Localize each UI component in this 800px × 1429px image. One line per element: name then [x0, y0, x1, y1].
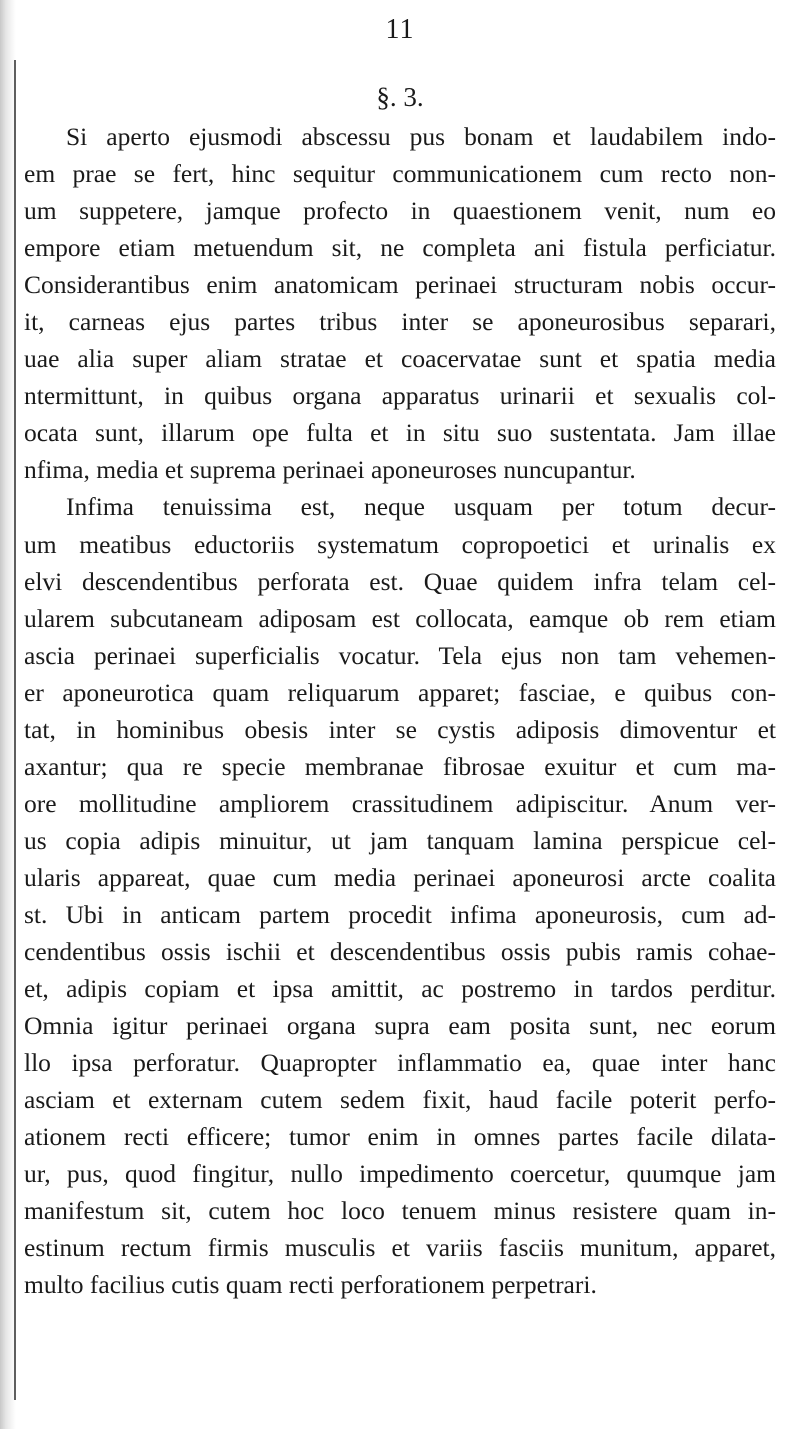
- text-line: ascia perinaei superficialis vocatur. Tela ejus non tam vehemen-: [24, 640, 776, 670]
- text-line: empore etiam metuendum sit, ne completa ani fistula perficiatur.: [24, 233, 776, 263]
- text-line: um meatibus eductoriis systematum copropoetici et urinalis ex: [24, 529, 776, 559]
- paragraph-2: [24, 488, 776, 1303]
- text-line: ocata sunt, illarum ope fulta et in situ suo sustentata. Jam illae: [24, 418, 776, 448]
- page-number: 11: [385, 14, 415, 45]
- text-line: ntermittunt, in quibus organa apparatus urinarii et sexualis col-: [24, 381, 776, 411]
- text-line: st. Ubi in anticam partem procedit infima aponeurosis, cum ad-: [24, 899, 776, 929]
- text-line: ularem subcutaneam adiposam est collocata, eamque ob rem etiam: [24, 603, 776, 633]
- text-line: em prae se fert, hinc sequitur communicationem cum recto non-: [24, 159, 776, 189]
- text-line: cendentibus ossis ischii et descendentibus ossis pubis ramis cohae-: [24, 937, 776, 967]
- text-line: ularis appareat, quae cum media perinaei aponeurosi arcte coalita: [24, 862, 776, 892]
- text-line: axantur; qua re specie membranae fibrosae exuitur et cum ma-: [24, 751, 776, 781]
- text-line: us copia adipis minuitur, ut jam tanquam lamina perspicue cel-: [24, 825, 776, 855]
- text-line: nfima, media et suprema perinaei aponeuroses nuncupantur.: [24, 455, 636, 485]
- text-line: ore mollitudine ampliorem crassitudinem adipiscitur. Anum ver-: [24, 788, 776, 818]
- text-line: um suppetere, jamque profecto in quaestionem venit, num eo: [24, 196, 776, 226]
- paragraph-1: [24, 118, 776, 488]
- text-line: multo facilius cutis quam recti perforationem perpetrari.: [24, 1270, 597, 1300]
- text-line: tat, in hominibus obesis inter se cystis adiposis dimoventur et: [24, 714, 776, 744]
- text-line: manifestum sit, cutem hoc loco tenuem minus resistere quam in-: [24, 1196, 776, 1226]
- text-line: it, carneas ejus partes tribus inter se aponeurosibus separari,: [24, 307, 776, 337]
- text-line: asciam et externam cutem sedem fixit, haud facile poterit perfo-: [24, 1085, 776, 1115]
- text-line: Considerantibus enim anatomicam perinaei structuram nobis occur-: [24, 270, 776, 300]
- text-line: ur, pus, quod fingitur, nullo impedimento coercetur, quumque jam: [24, 1159, 776, 1189]
- text-line: er aponeurotica quam reliquarum apparet; fasciae, e quibus con-: [24, 677, 776, 707]
- text-line: et, adipis copiam et ipsa amittit, ac postremo in tardos perditur.: [24, 974, 776, 1004]
- section-heading: §. 3.: [376, 82, 424, 112]
- text-line: Infima tenuissima est, neque usquam per totum decur-: [66, 492, 776, 522]
- text-line: elvi descendentibus perforata est. Quae quidem infra telam cel-: [24, 566, 776, 596]
- text-line: llo ipsa perforatur. Quapropter inflammatio ea, quae inter hanc: [24, 1048, 776, 1078]
- binding-edge-line: [14, 60, 16, 1400]
- text-line: Omnia igitur perinaei organa supra eam posita sunt, nec eorum: [24, 1011, 776, 1041]
- text-line: uae alia super aliam stratae et coacervatae sunt et spatia media: [24, 344, 776, 374]
- text-line: ationem recti efficere; tumor enim in omnes partes facile dilata-: [24, 1122, 776, 1152]
- text-line: estinum rectum firmis musculis et variis fasciis munitum, apparet,: [24, 1233, 776, 1263]
- text-line: Si aperto ejusmodi abscessu pus bonam et laudabilem indo-: [66, 122, 776, 151]
- body-text: [24, 118, 776, 1304]
